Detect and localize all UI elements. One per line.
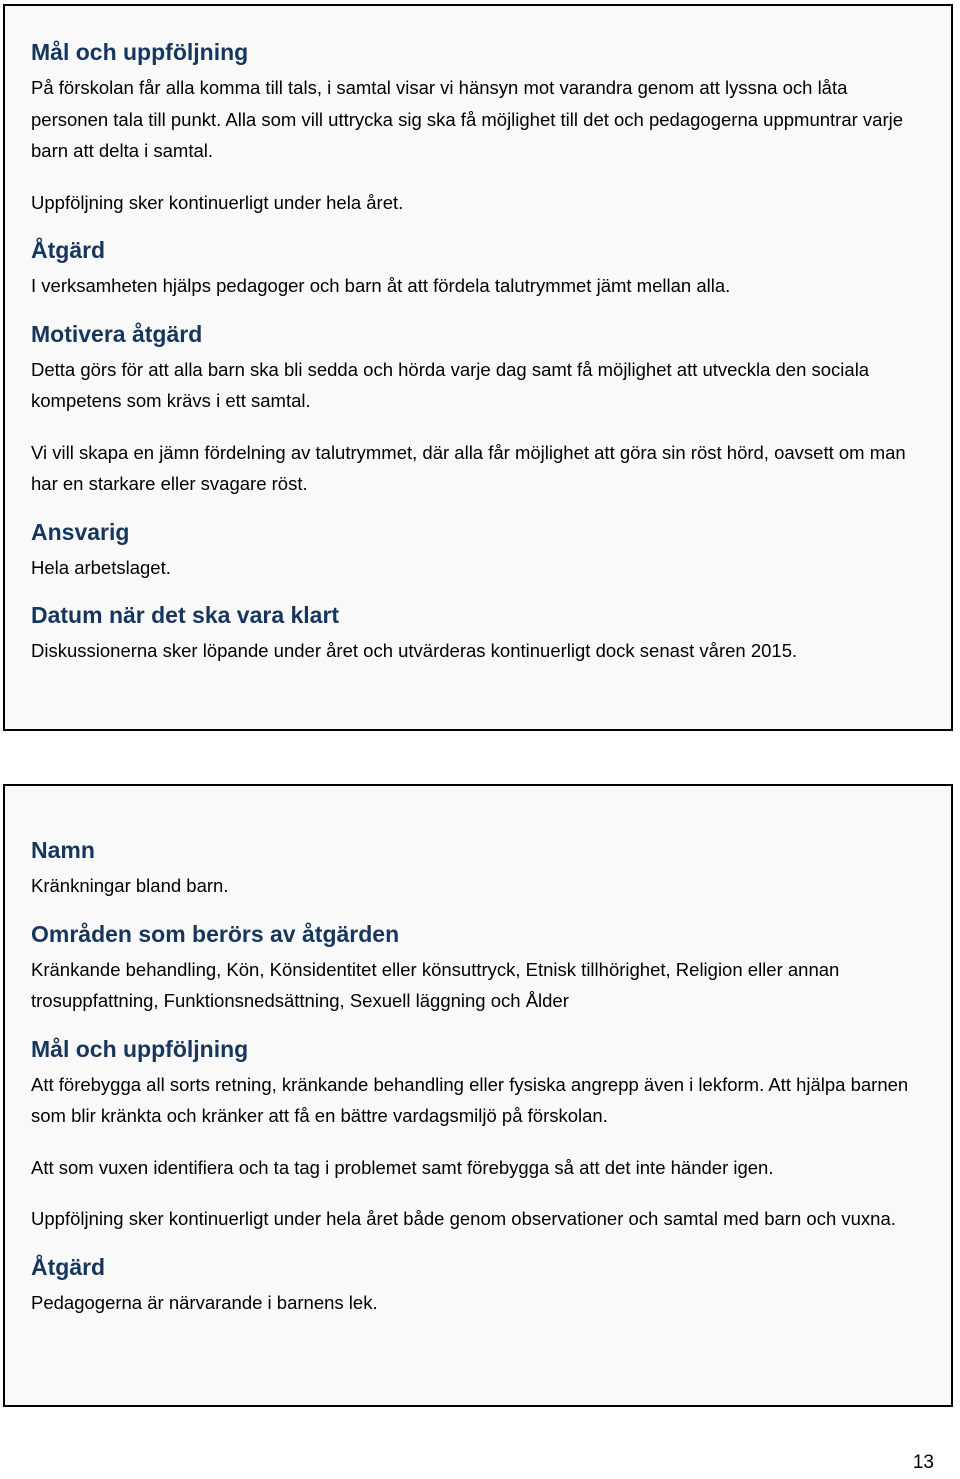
section-heading: Mål och uppföljning [31, 1035, 249, 1062]
section-heading: Områden som berörs av åtgärden [31, 920, 400, 947]
section-heading: Åtgärd [31, 1253, 106, 1280]
section-namn [31, 834, 927, 902]
section-mal-och-uppfoljning [31, 36, 927, 218]
plan-section-box-2 [3, 784, 953, 1407]
paragraph: På förskolan får alla komma till tals, i samtal visar vi hänsyn mot varandra genom att lyssna och låta personen tala till punkt. Alla som vill uttrycka sig ska få möjlighet till det och pedagogerna uppmuntrar varje barn att delta i samtal. [31, 77, 904, 161]
paragraph: Hela arbetslaget. [31, 556, 171, 578]
page-number: 13 [912, 1452, 934, 1473]
section-omraden [31, 918, 927, 1017]
plan-section-box-1 [3, 4, 953, 731]
section-heading: Namn [31, 837, 95, 863]
paragraph: I verksamheten hjälps pedagoger och barn åt att fördela talutrymmet jämt mellan alla. [31, 275, 731, 296]
paragraph: Pedagogerna är närvarande i barnens lek. [31, 1291, 378, 1313]
section-heading: Ansvarig [31, 518, 130, 545]
paragraph: Detta görs för att alla barn ska bli sedda och hörda varje dag samt få möjlighet att utveckla den sociala kompetens som krävs i ett samtal. [31, 358, 870, 411]
section-atgard [31, 234, 927, 302]
section-heading: Mål och uppföljning [31, 39, 249, 65]
section-ansvarig [31, 516, 927, 584]
paragraph: Diskussionerna sker löpande under året och utvärderas kontinuerligt dock senast våren 2015. [31, 640, 798, 661]
paragraph: Kränkningar bland barn. [31, 875, 229, 896]
paragraph: Kränkande behandling, Kön, Könsidentitet eller könsuttryck, Etnisk tillhörighet, Religion eller annan trosuppfattning, Funktionsnedsättning, Sexuell läggning och Ålder [31, 958, 840, 1011]
paragraph: Uppföljning sker kontinuerligt under hela året. [31, 191, 404, 213]
section-heading: Motivera åtgärd [31, 320, 203, 347]
paragraph: Att förebygga all sorts retning, kränkande behandling eller fysiska angrepp även i lekform. Att hjälpa barnen som blir kränkta och kränker att få en bättre vardagsmiljö på förskolan. [31, 1073, 909, 1126]
section-mal-och-uppfoljning [31, 1033, 927, 1235]
section-heading: Datum när det ska vara klart [31, 602, 340, 628]
paragraph: Uppföljning sker kontinuerligt under hela året både genom observationer och samtal med barn och vuxna. [31, 1208, 896, 1229]
section-motivera-atgard [31, 318, 927, 500]
section-atgard [31, 1251, 927, 1319]
paragraph: Att som vuxen identifiera och ta tag i problemet samt förebygga så att det inte händer igen. [31, 1156, 774, 1178]
section-heading: Åtgärd [31, 237, 106, 263]
section-datum [31, 599, 927, 667]
paragraph: Vi vill skapa en jämn fördelning av talutrymmet, där alla får möjlighet att göra sin röst hörd, oavsett om man har en starkare eller svagare röst. [31, 441, 906, 494]
